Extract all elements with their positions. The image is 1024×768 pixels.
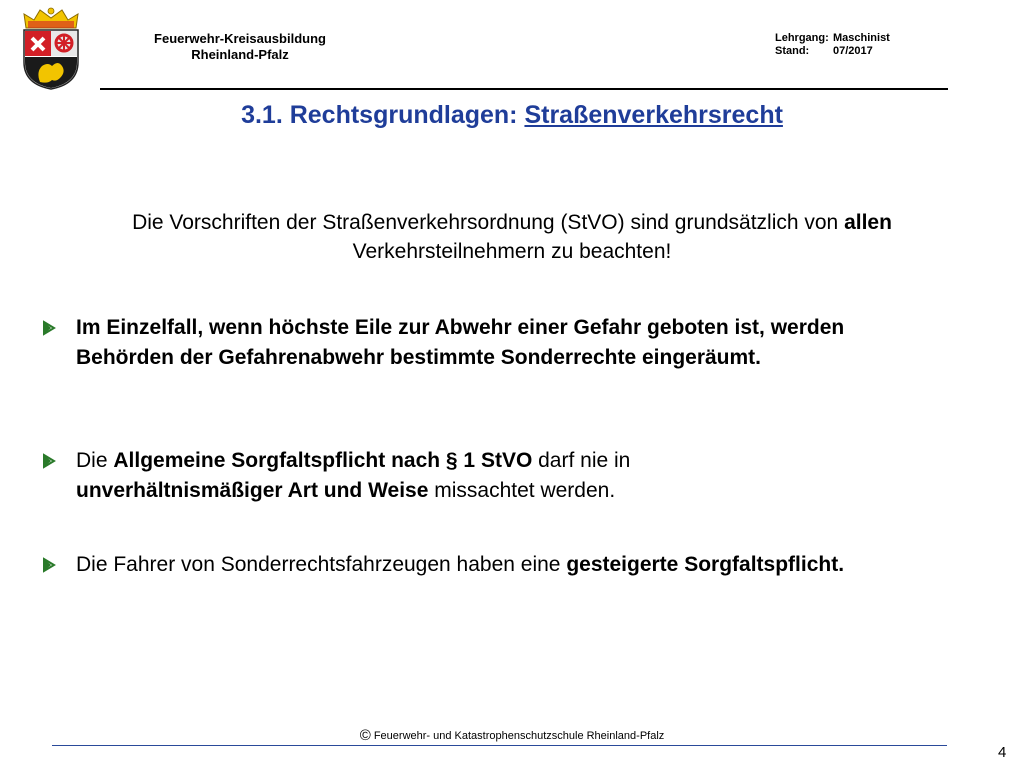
- status-value: 07/2017: [833, 45, 873, 57]
- bullet-2-text-2: darf nie in: [532, 449, 631, 472]
- org-line-1: Feuerwehr-Kreisausbildung: [154, 31, 326, 46]
- copyright-symbol: ©: [359, 727, 371, 744]
- bullet-1-bold: Im Einzelfall, wenn höchste Eile zur Abwehr einer Gefahr geboten ist, werden Behörden der Gefahrenabwehr bestimmte Sonderrechte eingeräumt.: [76, 316, 845, 369]
- arrow-bullet-icon: [40, 550, 60, 580]
- intro-text-1: Die Vorschriften der Straßenverkehrsordnung (StVO) sind grundsätzlich von: [132, 211, 845, 234]
- bullet-2-text-1: Die: [76, 449, 114, 472]
- organization-name: [130, 31, 350, 63]
- footer-text: Feuerwehr- und Katastrophenschutzschule Rheinland-Pfalz: [373, 730, 665, 742]
- intro-bold: allen: [844, 211, 892, 234]
- coat-of-arms-logo: [18, 6, 84, 90]
- header-divider: [100, 88, 948, 90]
- arrow-bullet-icon: [40, 313, 60, 343]
- page-number: 4: [998, 744, 1007, 761]
- crown-icon: [24, 8, 78, 28]
- status-label: Stand:: [775, 45, 810, 57]
- title-prefix: 3.1. Rechtsgrundlagen:: [241, 101, 525, 129]
- intro-paragraph: [40, 208, 984, 266]
- bullet-2-text-3: missachtet werden.: [428, 479, 616, 502]
- footer-copyright: [0, 727, 1024, 744]
- page-title: [0, 101, 1024, 130]
- bullet-2-bold-2: unverhältnismäßiger Art und Weise: [76, 479, 429, 502]
- title-emphasis: Straßenverkehrsrecht: [524, 101, 783, 129]
- course-label: Lehrgang:: [775, 32, 829, 44]
- course-meta: [775, 32, 890, 58]
- bullet-3-bold-1: gesteigerte Sorgfaltspflicht.: [566, 553, 845, 576]
- footer-divider: [52, 745, 947, 746]
- arrow-bullet-icon: [40, 446, 60, 476]
- bullet-3-text-1: Die Fahrer von Sonderrechtsfahrzeugen haben eine: [76, 553, 567, 576]
- bullet-2-bold-1: Allgemeine Sorgfaltspflicht nach § 1 StVO: [113, 449, 533, 472]
- course-value: Maschinist: [833, 32, 890, 44]
- intro-text-2: Verkehrsteilnehmern zu beachten!: [352, 240, 672, 263]
- org-line-2: Rheinland-Pfalz: [191, 47, 289, 62]
